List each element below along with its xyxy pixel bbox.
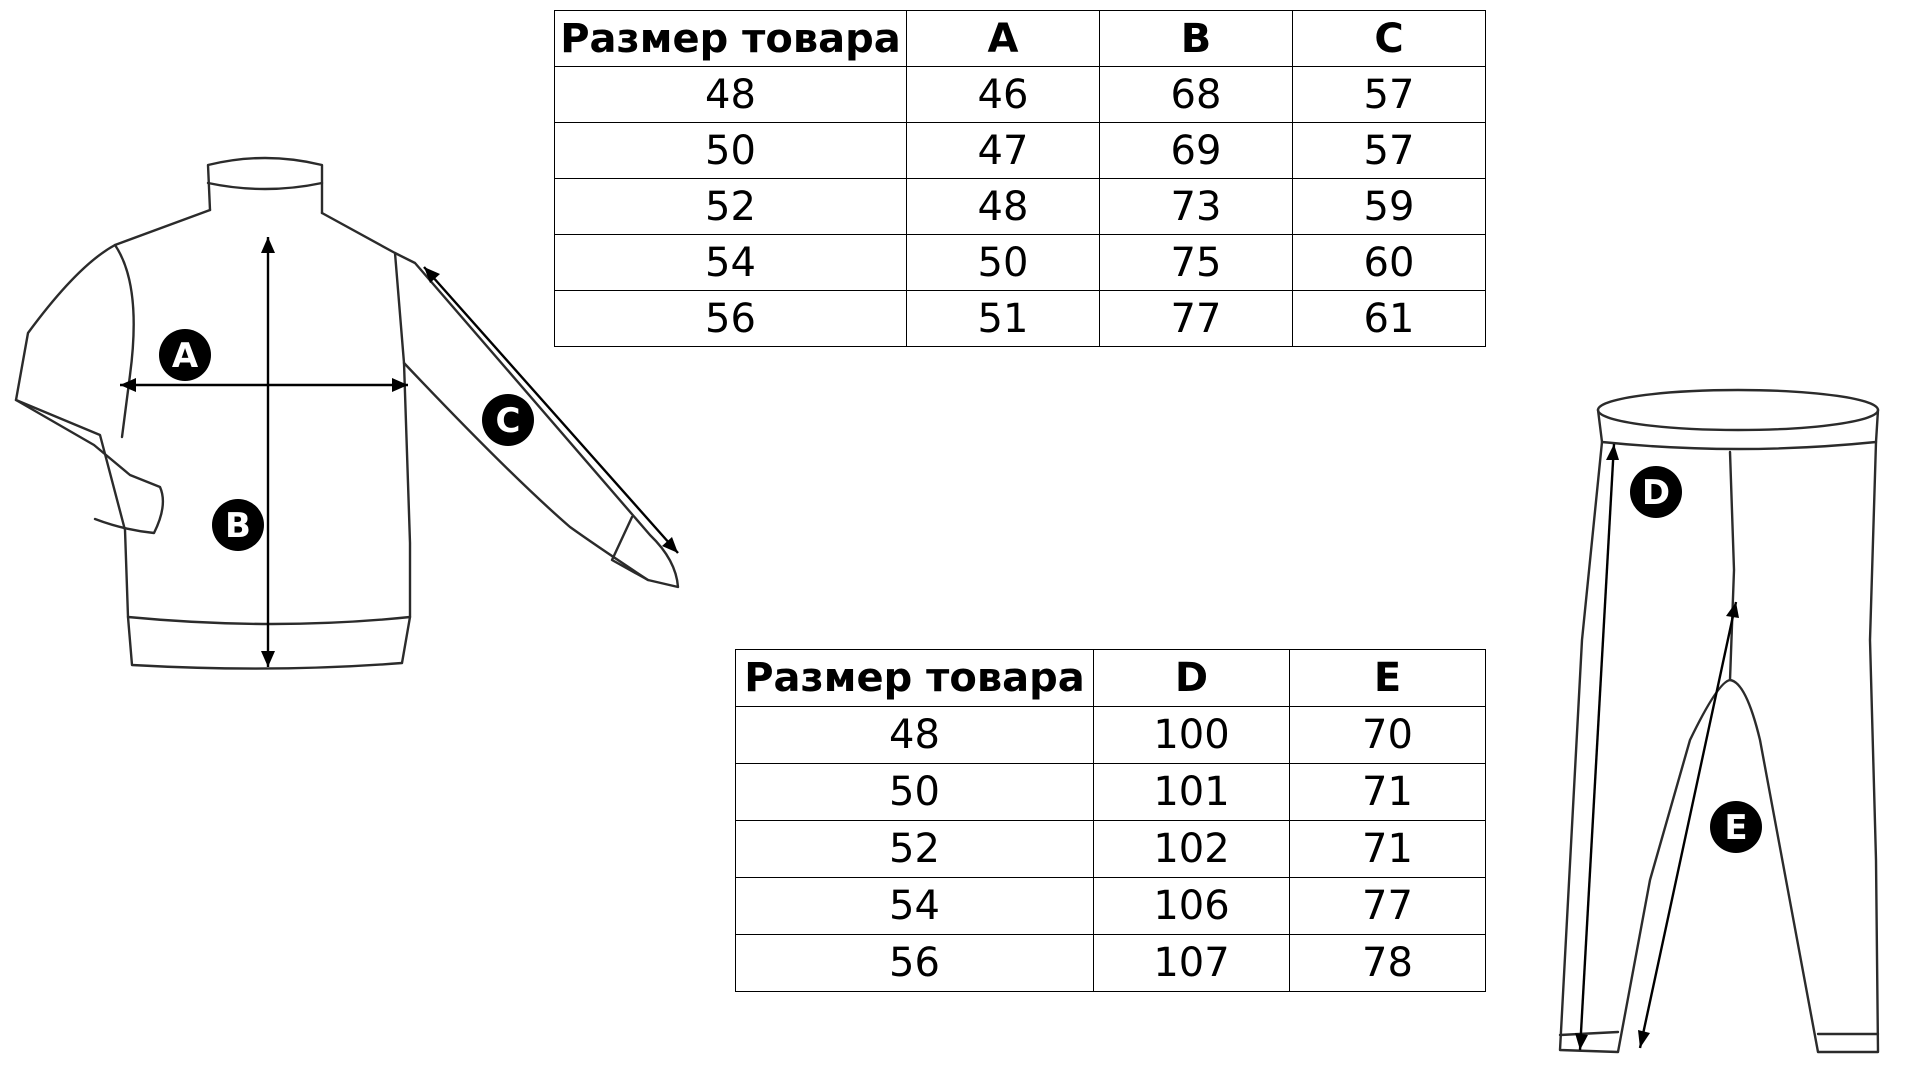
table-header-row bbox=[736, 650, 1486, 707]
table-cell: 48 bbox=[907, 179, 1100, 235]
table-cell: 46 bbox=[907, 67, 1100, 123]
marker-c-icon bbox=[482, 394, 534, 446]
table-cell: 70 bbox=[1290, 707, 1486, 764]
table-cell: 100 bbox=[1094, 707, 1290, 764]
dimension-a bbox=[120, 378, 408, 392]
table-cell: 54 bbox=[736, 878, 1094, 935]
table-row bbox=[555, 291, 1486, 347]
dimension-b bbox=[261, 237, 275, 667]
table-row bbox=[555, 235, 1486, 291]
table-cell: 52 bbox=[736, 821, 1094, 878]
table-cell: 59 bbox=[1293, 179, 1486, 235]
pants-outline bbox=[1560, 390, 1878, 1052]
dimension-d bbox=[1575, 444, 1619, 1050]
jacket-outline bbox=[16, 158, 678, 669]
table-cell: 73 bbox=[1100, 179, 1293, 235]
header-d: D bbox=[1094, 650, 1290, 707]
table-cell: 61 bbox=[1293, 291, 1486, 347]
table-cell: 78 bbox=[1290, 935, 1486, 992]
jacket-illustration bbox=[0, 155, 690, 675]
marker-b-icon bbox=[212, 499, 264, 551]
table-cell: 75 bbox=[1100, 235, 1293, 291]
header-size: Размер товара bbox=[555, 11, 907, 67]
header-c: C bbox=[1293, 11, 1486, 67]
marker-a-icon bbox=[159, 329, 211, 381]
table-cell: 77 bbox=[1100, 291, 1293, 347]
header-b: B bbox=[1100, 11, 1293, 67]
table-cell: 107 bbox=[1094, 935, 1290, 992]
table-row bbox=[555, 67, 1486, 123]
table-cell: 47 bbox=[907, 123, 1100, 179]
table-row bbox=[736, 935, 1486, 992]
table-cell: 102 bbox=[1094, 821, 1290, 878]
table-cell: 48 bbox=[736, 707, 1094, 764]
table-row bbox=[736, 878, 1486, 935]
table-cell: 60 bbox=[1293, 235, 1486, 291]
pants-illustration bbox=[1540, 380, 1920, 1080]
table-cell: 50 bbox=[736, 764, 1094, 821]
marker-d-label: D bbox=[1641, 473, 1671, 513]
table-cell: 51 bbox=[907, 291, 1100, 347]
table-cell: 71 bbox=[1290, 764, 1486, 821]
table-row bbox=[736, 764, 1486, 821]
table-cell: 69 bbox=[1100, 123, 1293, 179]
header-e: E bbox=[1290, 650, 1486, 707]
table-cell: 52 bbox=[555, 179, 907, 235]
marker-a-label: A bbox=[171, 336, 199, 376]
marker-c-label: C bbox=[495, 401, 521, 441]
table-cell: 71 bbox=[1290, 821, 1486, 878]
table-cell: 56 bbox=[736, 935, 1094, 992]
table-row bbox=[555, 179, 1486, 235]
header-a: A bbox=[907, 11, 1100, 67]
jacket-size-table bbox=[554, 10, 1486, 347]
marker-b-label: B bbox=[225, 506, 251, 546]
table-cell: 68 bbox=[1100, 67, 1293, 123]
table-cell: 106 bbox=[1094, 878, 1290, 935]
table-header-row bbox=[555, 11, 1486, 67]
table-row bbox=[555, 123, 1486, 179]
table-row bbox=[736, 821, 1486, 878]
table-cell: 50 bbox=[555, 123, 907, 179]
marker-e-icon bbox=[1710, 801, 1762, 853]
table-cell: 56 bbox=[555, 291, 907, 347]
header-size: Размер товара bbox=[736, 650, 1094, 707]
table-cell: 57 bbox=[1293, 67, 1486, 123]
table-cell: 57 bbox=[1293, 123, 1486, 179]
table-cell: 50 bbox=[907, 235, 1100, 291]
table-cell: 48 bbox=[555, 67, 907, 123]
table-cell: 77 bbox=[1290, 878, 1486, 935]
marker-d-icon bbox=[1630, 466, 1682, 518]
table-cell: 54 bbox=[555, 235, 907, 291]
marker-e-label: E bbox=[1724, 808, 1748, 848]
pants-size-table bbox=[735, 649, 1486, 992]
table-row bbox=[736, 707, 1486, 764]
table-cell: 101 bbox=[1094, 764, 1290, 821]
